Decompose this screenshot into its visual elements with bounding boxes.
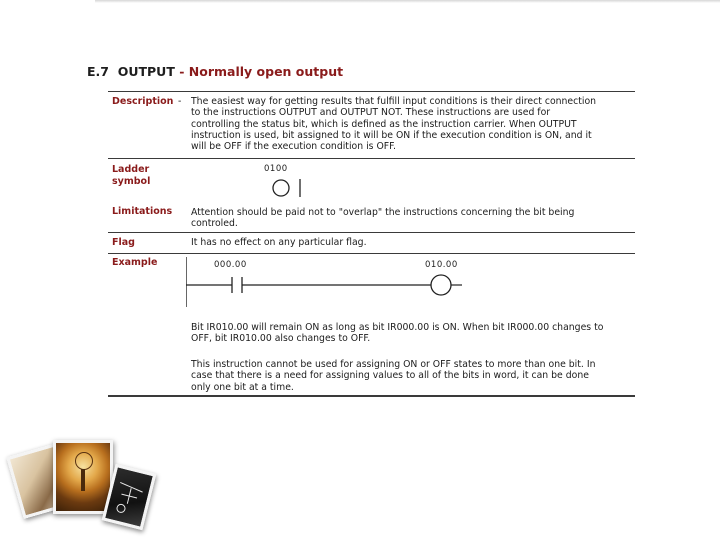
example-paragraph-2 bbox=[191, 359, 633, 393]
coil-circle bbox=[273, 180, 289, 196]
limitations-line: Attention should be paid not to "overlap" the instructions concerning the bit being bbox=[191, 207, 575, 218]
table-bottom-border bbox=[108, 395, 635, 397]
limitations-label: Limitations bbox=[112, 206, 173, 217]
ladder-label-line: Ladder bbox=[112, 164, 150, 175]
ladder-bit-label: 0100 bbox=[264, 164, 288, 174]
description-text bbox=[191, 96, 631, 152]
description-dash: - bbox=[178, 96, 182, 107]
flag-section bbox=[108, 232, 635, 253]
ladder-symbol-label bbox=[112, 164, 150, 187]
ladder-label-line: symbol bbox=[112, 175, 151, 187]
globe-stand bbox=[81, 469, 85, 491]
example-line: case that there is a need for assigning values to all of the bits in word, it can be done bbox=[191, 370, 589, 382]
example-line: Bit IR010.00 will remain ON as long as bit IR000.00 is ON. When bit IR000.00 changes to bbox=[191, 322, 604, 333]
description-label: Description bbox=[112, 96, 174, 107]
limitations-line: controled. bbox=[191, 218, 238, 230]
section-number: E.7 bbox=[87, 64, 109, 79]
example-output-coil bbox=[431, 275, 451, 295]
description-section bbox=[108, 91, 635, 158]
example-line: OFF, bit IR010.00 also changes to OFF. bbox=[191, 333, 371, 345]
limitations-section bbox=[108, 201, 635, 231]
description-line: controlling the status bit, which is defined as the instruction carrier. When OUTPUT bbox=[191, 118, 577, 130]
photo-globe-icon bbox=[53, 440, 113, 514]
output-coil-symbol bbox=[263, 176, 313, 198]
example-output-bit: 010.00 bbox=[425, 260, 458, 270]
example-label: Example bbox=[112, 257, 158, 268]
description-line: instruction is used, bit assigned to it will be ON if the execution condition is ON, and it bbox=[191, 129, 592, 141]
description-line: will be OFF if the execution condition is OFF. bbox=[191, 141, 396, 153]
example-line: only one bit at a time. bbox=[191, 381, 294, 393]
limitations-text bbox=[191, 207, 631, 230]
description-line: to the instructions OUTPUT and OUTPUT NOT. These instructions are used for bbox=[191, 107, 551, 119]
instruction-keyword: OUTPUT bbox=[117, 64, 175, 79]
flag-text: It has no effect on any particular flag. bbox=[191, 237, 367, 248]
chalk-line bbox=[119, 482, 143, 492]
top-divider bbox=[95, 0, 720, 3]
title-dash: - bbox=[179, 64, 185, 79]
ladder-symbol-section bbox=[108, 158, 635, 201]
page-title bbox=[87, 64, 343, 79]
chalk-marks bbox=[105, 467, 153, 526]
example-input-bit: 000.00 bbox=[214, 260, 247, 270]
example-line: This instruction cannot be used for assigning ON or OFF states to more than one bit. In bbox=[191, 359, 596, 370]
example-paragraph-1 bbox=[191, 322, 633, 345]
chalk-circle bbox=[116, 504, 126, 514]
title-subtitle: Normally open output bbox=[188, 64, 344, 79]
globe-outline bbox=[75, 452, 93, 470]
description-line: The easiest way for getting results that fulfill input conditions is their direct connection bbox=[191, 96, 597, 107]
flag-label: Flag bbox=[112, 237, 135, 248]
example-ladder-diagram bbox=[186, 272, 466, 298]
